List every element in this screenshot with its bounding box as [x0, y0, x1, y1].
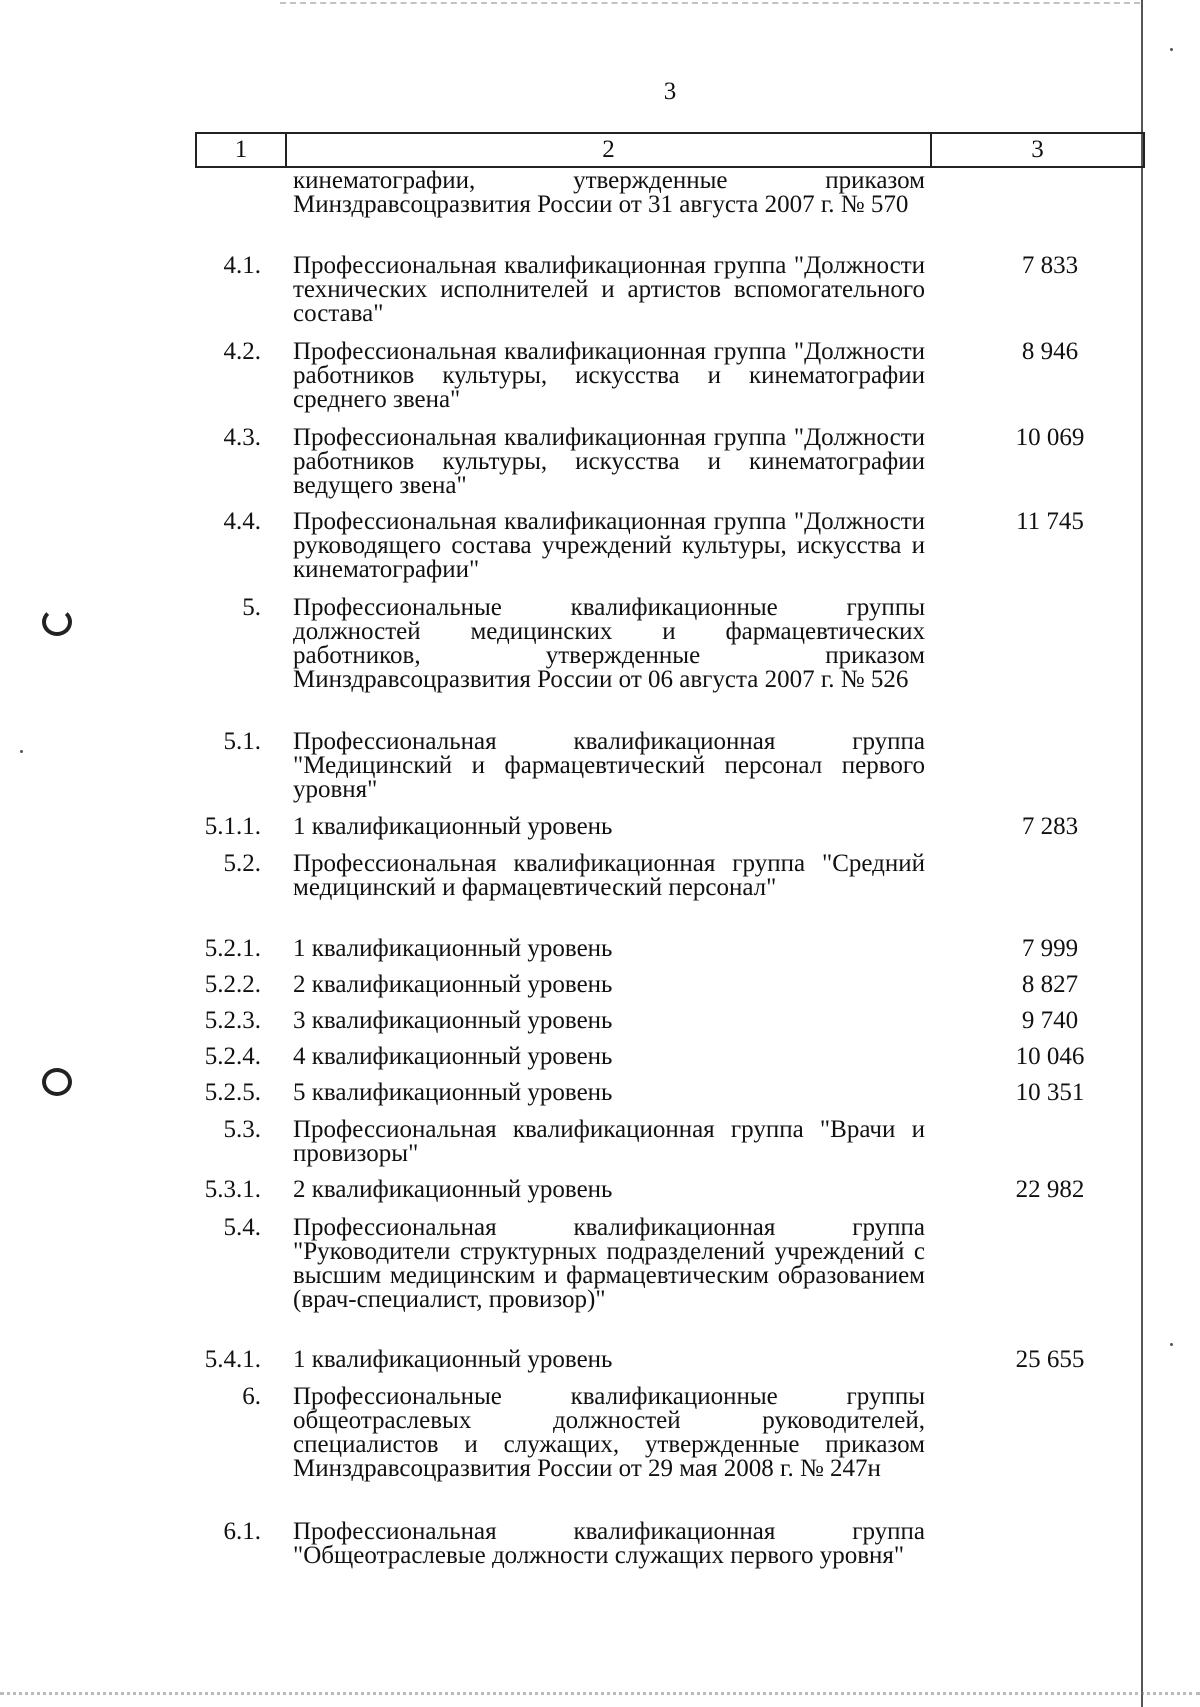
scan-speck — [1170, 48, 1173, 51]
row-text: 5 квалификационный уровень — [293, 1079, 613, 1106]
table-header — [195, 132, 1145, 168]
row-value: 10 046 — [1015, 1043, 1085, 1070]
row-text: 1 квалификационный уровень — [293, 935, 613, 962]
row-number: 5.2. — [223, 850, 261, 877]
row-text: 1 квалификационный уровень — [293, 813, 613, 840]
row-number: 5.3. — [223, 1116, 261, 1143]
row-text: 3 квалификационный уровень — [293, 1007, 613, 1034]
row-number: 4.3. — [223, 424, 261, 451]
row-text: Профессиональные квалификационные группы общеотраслевых должностей руководителей, специалистов и служащих, утвержденные приказом Минздравсоцразвития России от 29 мая 2008 г. № 247н — [293, 1383, 925, 1482]
row-text: 1 квалификационный уровень — [293, 1346, 613, 1373]
row-text: 4 квалификационный уровень — [293, 1043, 613, 1070]
row-text: Профессиональная квалификационная группа "Средний медицинский и фармацевтический персонал" — [293, 850, 925, 901]
row-number: 5.1.1. — [204, 813, 261, 840]
row-value: 10 351 — [1015, 1079, 1085, 1106]
row-number: 5.3.1. — [204, 1176, 261, 1203]
column-header-1: 1 — [197, 134, 287, 166]
row-value: 7 833 — [1021, 252, 1079, 279]
row-text: Профессиональная квалификационная группа "Должности работников культуры, искусства и кинематографии ведущего звена" — [293, 424, 925, 499]
row-number: 5.2.3. — [204, 1007, 261, 1034]
row-value: 8 827 — [1021, 971, 1079, 998]
row-text: Профессиональная квалификационная группа "Врачи и провизоры" — [293, 1116, 925, 1167]
scan-speck — [1170, 1343, 1173, 1346]
page-number: 3 — [663, 78, 677, 105]
row-value: 22 982 — [1015, 1176, 1085, 1203]
row-text: кинематографии, утвержденные приказом Минздравсоцразвития России от 31 августа 2007 г. № 570 — [293, 167, 925, 218]
row-number: 5.4.1. — [204, 1346, 261, 1373]
row-text: Профессиональная квалификационная группа "Должности работников культуры, искусства и кинематографии среднего звена" — [293, 338, 925, 413]
column-header-3: 3 — [1031, 136, 1044, 163]
row-text: Профессиональные квалификационные группы должностей медицинских и фармацевтических работников, утвержденные приказом Минздравсоцразвития России от 06 августа 2007 г. № 526 — [293, 594, 925, 693]
row-value: 7 283 — [1021, 813, 1079, 840]
scan-speck — [20, 750, 23, 753]
row-number: 4.4. — [223, 508, 261, 535]
row-text: Профессиональная квалификационная группа "Руководители структурных подразделений учреждений с высшим медицинским и фармацевтическим образованием (врач-специалист, провизор)" — [293, 1214, 925, 1313]
row-number: 5. — [242, 594, 261, 621]
row-number: 5.2.1. — [204, 935, 261, 962]
punch-hole-mark — [42, 608, 72, 636]
row-value: 11 745 — [1016, 508, 1084, 535]
row-number: 5.2.4. — [204, 1043, 261, 1070]
scan-artifact-bottom — [0, 1692, 1200, 1695]
row-value: 8 946 — [1021, 338, 1079, 365]
scan-artifact-top — [280, 2, 1140, 4]
row-value: 10 069 — [1015, 424, 1085, 451]
row-number: 5.2.2. — [204, 971, 261, 998]
row-number: 4.2. — [223, 338, 261, 365]
row-text: 2 квалификационный уровень — [293, 971, 613, 998]
row-value: 9 740 — [1021, 1007, 1079, 1034]
row-text: Профессиональная квалификационная группа "Должности руководящего состава учреждений культуры, искусства и кинематографии" — [293, 508, 925, 583]
page-edge-line — [1141, 0, 1143, 1707]
row-number: 6. — [242, 1383, 261, 1410]
column-header-2: 2 — [287, 134, 932, 166]
row-text: Профессиональная квалификационная группа "Медицинский и фармацевтический персонал первого уровня" — [293, 728, 925, 803]
row-value: 25 655 — [1015, 1346, 1085, 1373]
row-text: Профессиональная квалификационная группа "Должности технических исполнителей и артистов вспомогательного состава" — [293, 252, 925, 327]
row-number: 5.4. — [223, 1214, 261, 1241]
row-text: 2 квалификационный уровень — [293, 1176, 613, 1203]
punch-hole-mark — [42, 1068, 72, 1096]
row-text: Профессиональная квалификационная группа "Общеотраслевые должности служащих первого уровня" — [293, 1518, 925, 1569]
row-number: 6.1. — [223, 1518, 261, 1545]
row-number: 5.1. — [223, 728, 261, 755]
row-number: 5.2.5. — [204, 1079, 261, 1106]
row-value: 7 999 — [1021, 935, 1079, 962]
row-number: 4.1. — [223, 252, 261, 279]
